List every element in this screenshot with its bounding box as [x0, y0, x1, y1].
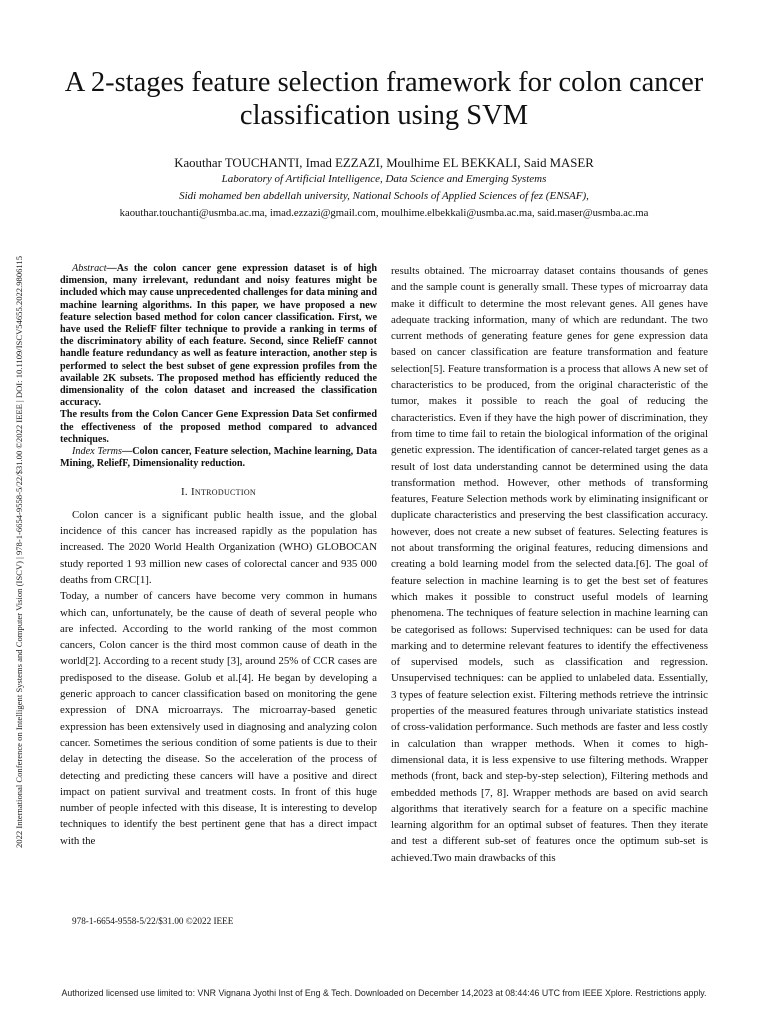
section-heading-introduction — [60, 484, 377, 500]
paper-title: A 2-stages feature selection framework for colon cancer classification using SVM — [64, 67, 704, 131]
left-column — [60, 263, 377, 849]
side-citation-text: 2022 International Conference on Intelligent Systems and Computer Vision (ISCV) | 978-1-6654-9558-5/22/$31.00 ©2022 IEEE | DOI: 10.1109/ISCV54655.2022.9806115 — [14, 255, 24, 848]
affiliation-lab: Laboratory of Artificial Intelligence, Data Science and Emerging Systems — [221, 173, 547, 185]
intro-paragraph-2: Today, a number of cancers have become very common in humans which can, unfortunately, be the cause of death of several people who are infected. According to the world ranking of the most common cancers, Colon cancer is the third most common cause of death in the world[2]. According to a recent study [3], around 25% of CCR cases are predisposed to the disease. Golub et al.[4]. He began by developing a generic approach to cancer classification based on monitoring the gene expression of DNA microarrays. The microarray-based genetic expression has been extensively used in diagnosing and analyzing colon cancer. Sometimes the serious condition of some patients is due to their delay in detecting the disease. So the acceleration of the process of detecting and predicting these cancers will have a positive and direct impact on patient survival and treatment costs. In front of this huge number of people infected with this disease, It is interesting to develop techniques to identify the best pertinent gene that has a direct impact with the — [60, 590, 377, 847]
side-citation-strip — [13, 155, 27, 860]
index-terms — [60, 446, 377, 470]
index-terms-text: —Colon cancer, Feature selection, Machine learning, Data Mining, ReliefF, Dimensionality reduction. — [60, 446, 378, 470]
intro-paragraph-1: Colon cancer is a significant public health issue, and the global incidence of this cancer has increased rapidly as the population has increased. The 2020 World Health Organization (WHO) GLOBOCAN study reported 1 93 million new cases of colorectal cancer and 935 000 deaths from CRC[1]. — [60, 508, 377, 586]
abstract — [60, 263, 377, 409]
copyright-notice: 978-1-6654-9558-5/22/$31.00 ©2022 IEEE — [72, 916, 234, 926]
author-emails: kaouthar.touchanti@usmba.ac.ma, imad.ezzazi@gmail.com, moulhime.elbekkali@usmba.ac.ma, said.maser@usmba.ac.ma — [119, 207, 649, 219]
abstract-label: Abstract — [72, 263, 107, 274]
section-number: I. — [181, 486, 188, 499]
abstract-results: The results from the Colon Cancer Gene Expression Data Set confirmed the effectiveness of the proposed method compared to advanced techniques. — [60, 409, 377, 445]
section-title: Introduction — [190, 486, 256, 499]
right-column — [391, 263, 708, 866]
license-footer: Authorized licensed use limited to: VNR Vignana Jyothi Inst of Eng & Tech. Downloaded on December 14,2023 at 08:44:46 UTC from IEEE Xplore. Restrictions apply. — [61, 988, 707, 998]
affiliation-university: Sidi mohamed ben abdellah university, National Schools of Applied Sciences of fez (ENSAF), — [179, 190, 589, 202]
abstract-text: —As the colon cancer gene expression dataset is of high dimension, many irrelevant, redundant and noisy features might be included which may cause unprecedented challenges for data mining and machine learning algorithms. In this paper, we have proposed a new feature selection based method for colon cancer classification. First, we have used the ReliefF filter technique to provide a ranking in terms of the discriminatory ability of each feature. Second, since ReliefF cannot handle feature redundancy as well as feature interaction, another step is performed to select the best subset of gene expression profiles from the available 2K subsets. The proposed method has efficiently reduced the dimensionality of the colon dataset and increased the classification accuracy. — [60, 263, 377, 409]
index-terms-label: Index Terms — [72, 446, 123, 458]
right-column-text: results obtained. The microarray dataset contains thousands of genes and the sample count is generally small. These types of microarray data make it difficult to determine the most relevant genes. All genes have adequate tracking information, many of which are redundant. The two current methods of generating feature genes for gene expression data based on cancer classification are feature transformation and feature selection[5]. Feature transformation is a process that allows A new set of characteristics to be produced, from the original characteristic of the tumor, makes it possible to reach the goal of reducing the characteristics. Even if they have the high power of discrimination, they from time to time fail to retain the biological information of the original genetic expression. The identification of cancer-related target genes as a result of lost data understanding cannot be determined using the data transformation method. However, other methods of transforming features, Feature Selection methods work by eliminating insignificant or duplicate characteristics and preserving the best classification accuracy. however, does not create a new subset of features. Selecting features is not about transforming the original features, reducing dimensions and creating a bold learning model from the selected data.[6]. The goal of feature selection in machine learning is to get the best set of features which makes it possible to construct useful models of learning phenomena. The techniques of feature selection in machine learning can be categorised as follows: Supervised techniques: can be used for data marking and to determine relevant features to identify the effectiveness of supervised models, such as classification and regression. Unsupervised techniques: can be applied to unlabeled data. Essentially, 3 types of feature selection exist. Filtering methods retrieve the intrinsic properties of the measured features through univariate statistics instead of cross-validation performance. Such methods are faster and less costly in calculation than wrapper methods. When it comes to high-dimensional data, it is less expensive to use filtering methods. Wrapper methods (front, back and step-by-step selection), Filtering methods and embedded methods [7, 8]. Wrapper methods are based on avid search algorithms that iteratively search for a feature on a specific machine learning algorithm for an optimal subset of features. Then they iterate and test a different sub-set of features once the optimum sub-set is achieved.Two main drawbacks of this — [391, 265, 708, 864]
author-list: Kaouthar TOUCHANTI, Imad EZZAZI, Moulhime EL BEKKALI, Said MASER — [174, 156, 594, 170]
